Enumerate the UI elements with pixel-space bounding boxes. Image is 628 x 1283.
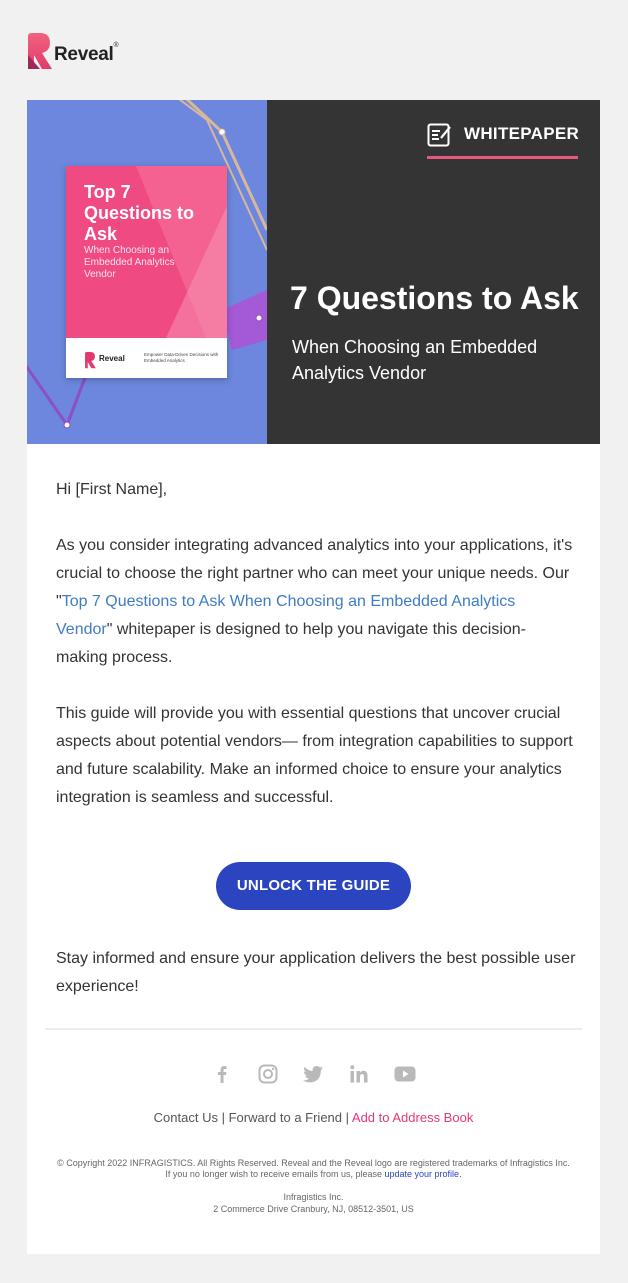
instagram-icon[interactable] bbox=[257, 1063, 279, 1085]
cover-tagline: Empower Data-Driven Decisions with Embedded Analytics bbox=[144, 352, 219, 363]
contact-us-link[interactable]: Contact Us bbox=[153, 1110, 218, 1125]
header bbox=[0, 0, 628, 100]
youtube-icon[interactable] bbox=[394, 1063, 416, 1085]
hero-subtitle: When Choosing an Embedded Analytics Vendor bbox=[292, 337, 538, 383]
company-address bbox=[27, 1191, 600, 1215]
update-profile-link[interactable]: update your profile. bbox=[384, 1169, 462, 1179]
paragraph-intro: As you consider integrating advanced analytics into your applications, it's crucial to choose the right partner who can meet your unique needs. Our "Top 7 Questions to Ask When Choosing an Embedded Analytics Vendor" whitepaper is designed to help you navigate this decision-making process. bbox=[56, 537, 573, 666]
forward-friend-link[interactable]: Forward to a Friend bbox=[228, 1110, 343, 1125]
add-address-book-link[interactable]: Add to Address Book bbox=[351, 1110, 474, 1125]
hero-title: 7 Questions to Ask bbox=[290, 280, 579, 316]
paragraph-guide: This guide will provide you with essential questions that uncover crucial aspects about potential vendors— from integration capabilities to support and future scalability. Make an informed choice to ensure your analytics integration is seamless and successful. bbox=[56, 705, 573, 806]
paragraph-closing: Stay informed and ensure your application delivers the best possible user experience! bbox=[56, 950, 576, 995]
cover-subtitle: When Choosing an Embedded Analytics Vendor bbox=[84, 245, 175, 280]
company-name: Infragistics Inc. bbox=[283, 1192, 344, 1202]
twitter-icon[interactable] bbox=[302, 1063, 324, 1085]
brand-name: Reveal® bbox=[54, 42, 119, 65]
document-edit-icon bbox=[427, 123, 452, 147]
hero-banner[interactable] bbox=[27, 100, 600, 444]
reveal-logo-icon[interactable] bbox=[26, 33, 52, 73]
copyright-notice: © Copyright 2022 INFRAGISTICS. All Rights Reserved. Reveal and the Reveal logo are registered trademarks of Infragistics Inc. If you no longer wish to receive emails from us, please update your profile. bbox=[57, 1158, 570, 1179]
unlock-guide-button[interactable]: UNLOCK THE GUIDE bbox=[216, 862, 411, 910]
whitepaper-badge: WHITEPAPER bbox=[464, 124, 580, 143]
whitepaper-cover bbox=[66, 166, 227, 378]
email-card bbox=[27, 100, 600, 1254]
hero-info bbox=[267, 100, 600, 444]
hero-artwork bbox=[27, 100, 267, 444]
cover-logo-text: Reveal bbox=[99, 354, 125, 363]
cover-panel bbox=[66, 166, 227, 338]
badge-underline bbox=[427, 156, 578, 159]
street-address: 2 Commerce Drive Cranbury, NJ, 08512-3501, US bbox=[213, 1204, 414, 1214]
linkedin-icon[interactable] bbox=[348, 1063, 370, 1085]
footer-divider bbox=[45, 1028, 582, 1030]
cover-title: Top 7 Questions to Ask bbox=[84, 182, 195, 244]
greeting: Hi [First Name], bbox=[56, 481, 168, 498]
cover-logo-icon bbox=[84, 352, 96, 370]
facebook-icon[interactable] bbox=[211, 1063, 233, 1085]
whitepaper-link[interactable]: Top 7 Questions to Ask When Choosing an Embedded Analytics Vendor bbox=[56, 593, 516, 638]
footer-links: Contact Us | Forward to a Friend | Add to Address Book bbox=[153, 1110, 474, 1125]
